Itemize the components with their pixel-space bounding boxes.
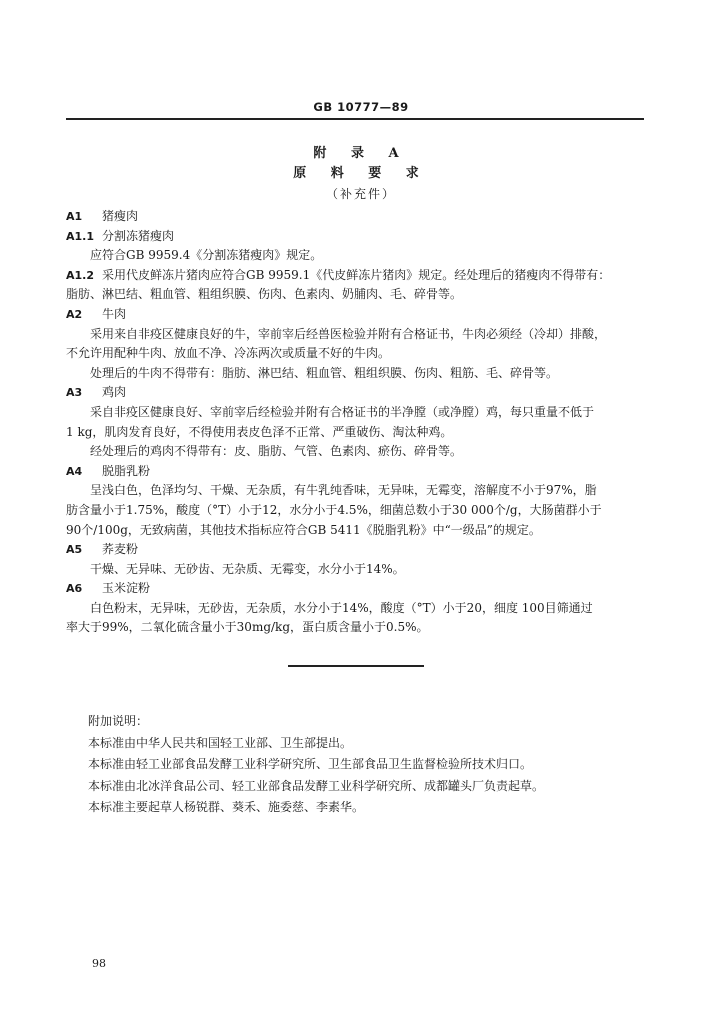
page-number: 98 bbox=[92, 957, 106, 970]
paragraph-line: 经处理后的鸡肉不得带有：皮、脂肪、气管、色素肉、瘀伤、碎骨等。 bbox=[90, 444, 463, 459]
section-number: A1.2 bbox=[66, 268, 94, 282]
appendix-heading: 原 料 要 求 bbox=[293, 166, 429, 181]
section-a6 bbox=[66, 579, 646, 599]
section-title: 分割冻猪瘦肉 bbox=[102, 228, 175, 243]
section-title: 猪瘦肉 bbox=[102, 209, 139, 223]
paragraph-line: 呈浅白色，色泽均匀、干燥、无杂质，有牛乳纯香味，无异味，无霉变，溶解度不小于97%，脂 bbox=[90, 483, 597, 498]
section-title: 牛肉 bbox=[102, 306, 127, 321]
paragraph-line: 肪含量小于1.75%，酸度（°T）小于12，水分小于4.5%，细菌总数小于30 000个/g，大肠菌群小于 bbox=[66, 502, 602, 517]
section-title: 脱脂乳粉 bbox=[102, 463, 151, 478]
notes-line: 本标准主要起草人杨锐群、葵禾、施委慈、李素华。 bbox=[88, 800, 365, 814]
notes-line: 本标准由中华人民共和国轻工业部、卫生部提出。 bbox=[88, 735, 353, 750]
paragraph-line: 处理后的牛肉不得带有：脂肪、淋巴结、粗血管、粗组织膜、伤肉、粗筋、毛、碎骨等。 bbox=[90, 365, 559, 380]
section-title: 采用代皮鲜冻片猪肉应符合GB 9959.1《代皮鲜冻片猪肉》规定。经处理后的猪瘦肉不得带有： bbox=[102, 267, 611, 282]
section-title: 鸡肉 bbox=[102, 385, 127, 400]
section-a5 bbox=[66, 540, 646, 560]
section-number: A1.1 bbox=[66, 229, 94, 243]
standard-number: GB 10777—89 bbox=[313, 100, 409, 114]
section-title: 荞麦粉 bbox=[102, 542, 139, 557]
section-number: A2 bbox=[66, 307, 83, 321]
paragraph-line: 采用来自非疫区健康良好的牛，宰前宰后经兽医检验并附有合格证书，牛肉必须经（冷却）排酸， bbox=[90, 326, 607, 341]
appendix-note: （补充件） bbox=[325, 187, 396, 201]
section-number: A4 bbox=[66, 464, 83, 478]
section-a2 bbox=[66, 305, 646, 325]
section-number: A5 bbox=[66, 543, 83, 557]
paragraph-line: 脂肪、淋巴结、粗血管、粗组织膜、伤肉、色素肉、奶脯肉、毛、碎骨等。 bbox=[66, 287, 463, 302]
section-number: A6 bbox=[66, 582, 83, 596]
additional-notes bbox=[88, 711, 648, 819]
header-rule bbox=[66, 118, 644, 120]
section-a1-1 bbox=[66, 227, 646, 247]
appendix-body bbox=[66, 207, 646, 638]
notes-line: 本标准由北冰洋食品公司、轻工业部食品发酵工业科学研究所、成都罐头厂负责起草。 bbox=[88, 778, 545, 793]
paragraph-line: 应符合GB 9959.4《分割冻猪瘦肉》规定。 bbox=[90, 248, 323, 263]
end-divider bbox=[288, 665, 424, 667]
section-a1-2 bbox=[66, 266, 646, 286]
section-a4 bbox=[66, 462, 646, 482]
paragraph-line: 不允许用配种牛肉、放血不净、冷冻两次或质量不好的牛肉。 bbox=[66, 346, 391, 361]
section-title: 玉米淀粉 bbox=[102, 581, 151, 596]
paragraph-line: 90个/100g，无致病菌，其他技术指标应符合GB 5411《脱脂乳粉》中“一级品”的规定。 bbox=[66, 522, 541, 537]
paragraph-line: 率大于99%，二氧化硫含量小于30mg/kg，蛋白质含量小于0.5%。 bbox=[66, 620, 429, 635]
appendix-title-block bbox=[0, 144, 722, 204]
section-number: A1 bbox=[66, 210, 83, 223]
section-a1 bbox=[66, 207, 646, 227]
section-a3 bbox=[66, 383, 646, 403]
appendix-label: 附 录 A bbox=[313, 146, 409, 161]
paragraph-line: 1 kg，肌肉发育良好，不得使用表皮色泽不正常、严重破伤、淘汰种鸡。 bbox=[66, 424, 453, 439]
notes-heading: 附加说明： bbox=[88, 714, 149, 728]
paragraph-line: 采自非疫区健康良好、宰前宰后经检验并附有合格证书的半净膛（或净膛）鸡，每只重量不低于 bbox=[90, 404, 595, 419]
paragraph-line: 白色粉末，无异味，无砂齿，无杂质，水分小于14%，酸度（°T）小于20，细度 100目筛通过 bbox=[90, 600, 593, 615]
section-number: A3 bbox=[66, 386, 83, 400]
notes-line: 本标准由轻工业部食品发酵工业科学研究所、卫生部食品卫生监督检验所技术归口。 bbox=[88, 757, 533, 771]
paragraph-line: 干燥、无异味、无砂齿、无杂质、无霉变，水分小于14%。 bbox=[90, 561, 405, 576]
